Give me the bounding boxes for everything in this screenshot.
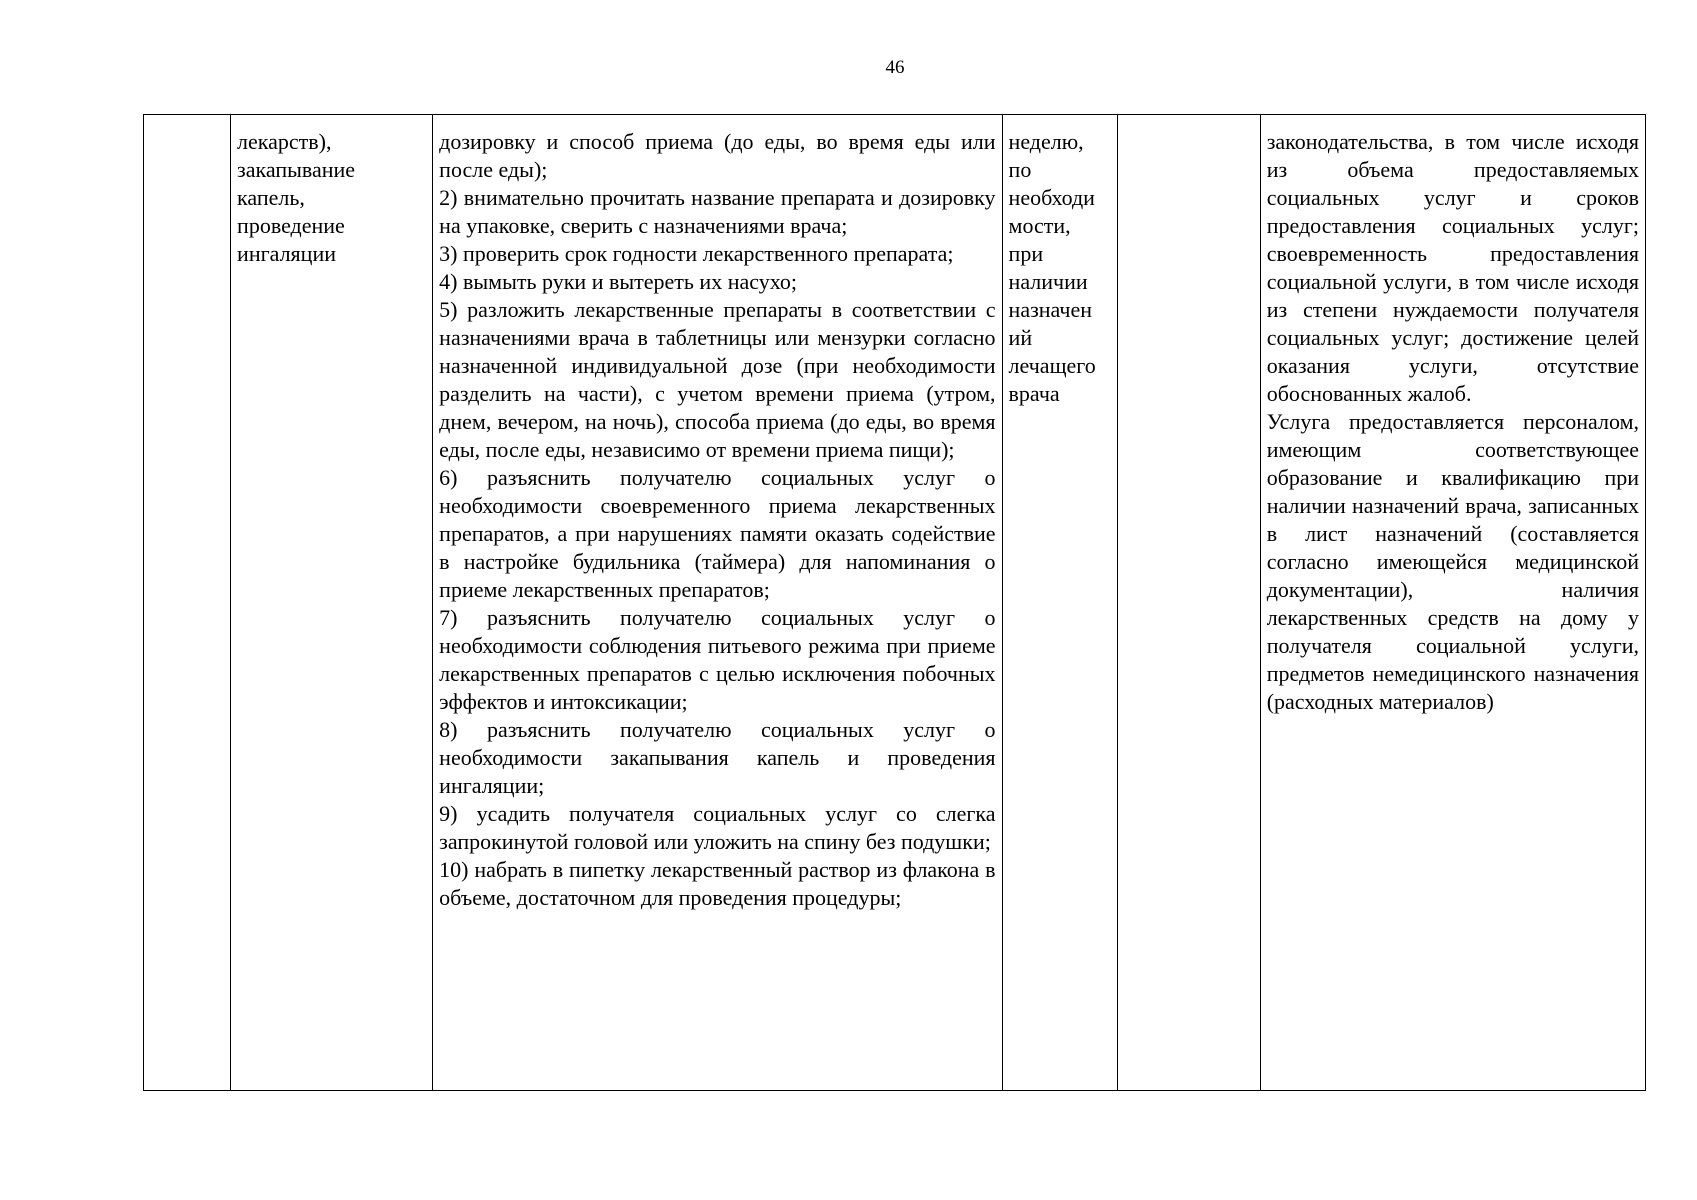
frequency-line: врача bbox=[1008, 381, 1060, 406]
table-row bbox=[144, 115, 1646, 1091]
cell-frequency bbox=[1002, 115, 1117, 1091]
service-name-line: ингаляции bbox=[237, 241, 336, 266]
service-name-line: проведение bbox=[237, 213, 345, 238]
frequency-line: необходи bbox=[1008, 185, 1095, 210]
procedure-step: 10) набрать в пипетку лекарственный раствор из флакона в объеме, достаточном для проведения процедуры; bbox=[439, 857, 996, 910]
procedure-step: 3) проверить срок годности лекарственного препарата; bbox=[439, 241, 954, 266]
cell-cost bbox=[1117, 115, 1260, 1091]
frequency-line: при bbox=[1008, 241, 1044, 266]
cell-number bbox=[144, 115, 231, 1091]
service-name-line: капель, bbox=[237, 185, 305, 210]
procedure-step: 8) разъяснить получателю социальных услуг о необходимости закапывания капель и проведения ингаляции; bbox=[439, 717, 996, 798]
procedure-step: 6) разъяснить получателю социальных услуг о необходимости своевременного приема лекарственных препаратов, а при нарушениях памяти оказать содействие в настройке будильника (таймера) для напоминания о приеме лекарственных препаратов; bbox=[439, 465, 996, 602]
procedure-step: 4) вымыть руки и вытереть их насухо; bbox=[439, 269, 797, 294]
procedure-step: 7) разъяснить получателю социальных услуг о необходимости соблюдения питьевого режима при приеме лекарственных препаратов с целью исключения побочных эффектов и интоксикации; bbox=[439, 605, 996, 714]
cell-quality-indicators bbox=[1260, 115, 1645, 1091]
frequency-line: мости, bbox=[1008, 213, 1071, 238]
procedure-step: 2) внимательно прочитать название препарата и дозировку на упаковке, сверить с назначениями врача; bbox=[439, 185, 996, 238]
page-number: 46 bbox=[885, 57, 905, 78]
service-name-line: закапывание bbox=[237, 157, 356, 182]
frequency-line: назначен bbox=[1008, 297, 1093, 322]
quality-paragraph: законодательства, в том числе исходя из объема предоставляемых социальных услуг и сроков предоставления социальных услуг; своевременность предоставления социальной услуги, в том числе исходя из степени нуждаемости получателя социальных услуг; достижение целей оказания услуги, отсутствие обоснованных жалоб. bbox=[1266, 129, 1639, 406]
service-table bbox=[143, 114, 1646, 1091]
procedure-step: 9) усадить получателя социальных услуг со слегка запрокинутой головой или уложить на спину без подушки; bbox=[439, 801, 996, 854]
procedure-step: 5) разложить лекарственные препараты в соответствии с назначениями врача в таблетницы или мензурки согласно назначенной индивидуальной дозе (при необходимости разделить на части), с учетом времени приема (утром, днем, вечером, на ночь), способа приема (до еды, во время еды, после еды, независимо от времени приема пищи); bbox=[439, 297, 996, 462]
service-name-line: лекарств), bbox=[237, 129, 332, 154]
cell-procedure bbox=[433, 115, 1002, 1091]
frequency-line: лечащего bbox=[1008, 353, 1096, 378]
cell-service-name bbox=[231, 115, 433, 1091]
frequency-line: по bbox=[1008, 157, 1032, 182]
frequency-line: неделю, bbox=[1008, 129, 1084, 154]
procedure-step: дозировку и способ приема (до еды, во время еды или после еды); bbox=[439, 129, 996, 182]
frequency-line: ий bbox=[1008, 325, 1033, 350]
quality-paragraph: Услуга предоставляется персоналом, имеющим соответствующее образование и квалификацию при наличии назначений врача, записанных в лист назначений (составляется согласно имеющейся медицинской документации), наличия лекарственных средств на дому у получателя социальной услуги, предметов немедицинского назначения (расходных материалов) bbox=[1266, 409, 1639, 714]
frequency-line: наличии bbox=[1008, 269, 1088, 294]
